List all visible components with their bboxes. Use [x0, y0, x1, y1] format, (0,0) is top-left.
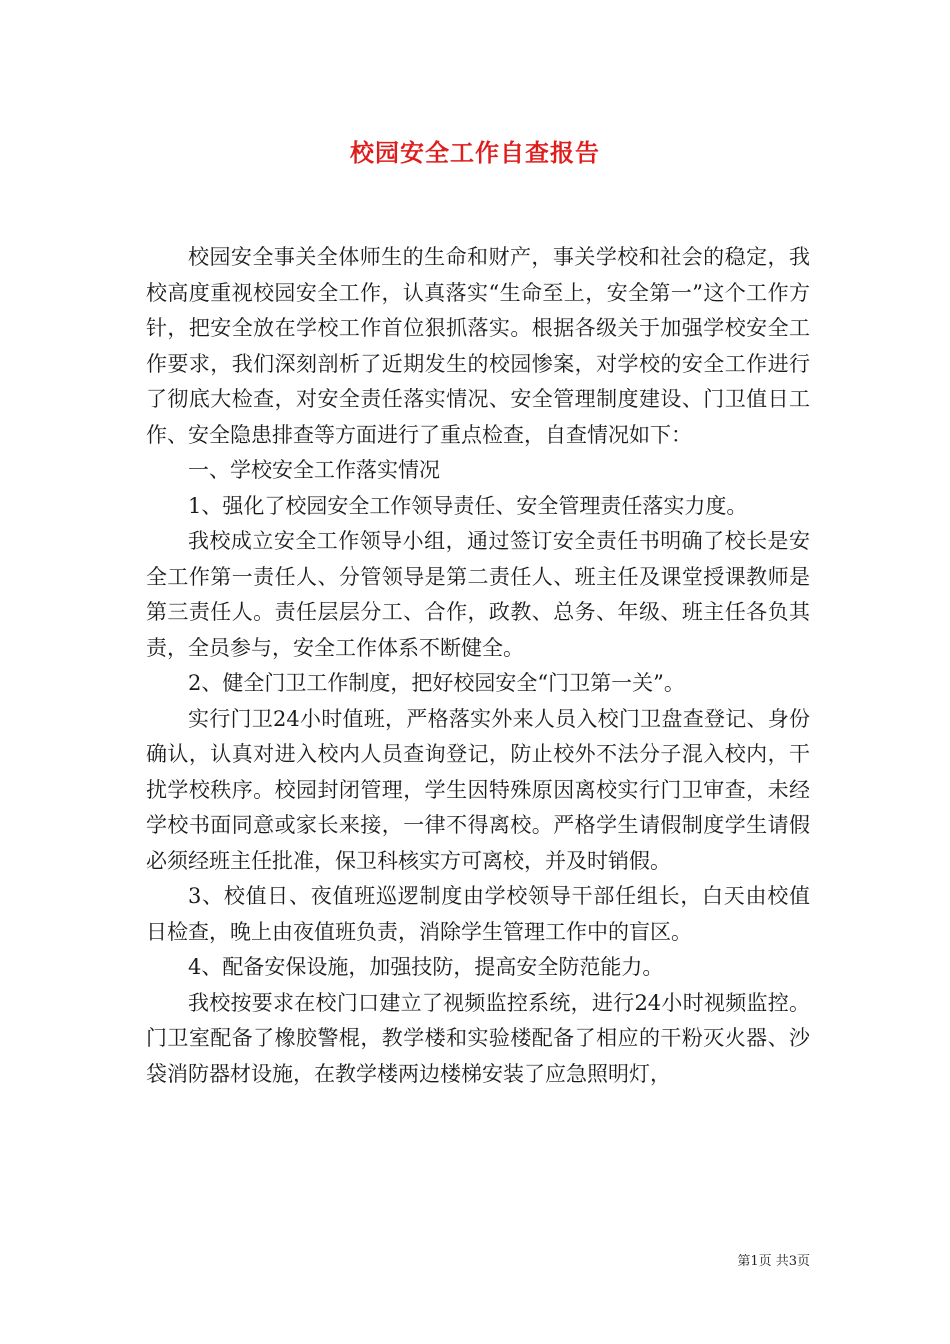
document-title: 校园安全工作自查报告 [350, 138, 600, 167]
item-heading-2: 2、健全门卫工作制度，把好校园安全“门卫第一关”。 [188, 671, 685, 695]
item-heading-1: 1、强化了校园安全工作领导责任、安全管理责任落实力度。 [188, 493, 748, 518]
paragraph-item-2: 实行门卫24小时值班，严格落实外来人员入校门卫盘查登记、身份确认，认真对进入校内人员查询登记，防止校外不法分子混入校内，干扰学校秩序。校园封闭管理，学生因特殊原因离校实行门卫审查，未经学校书面同意或家长来接，一律不得离校。严格学生请假制度学生请假必须经班主任批准，保卫科核实方可离校，并及时销假。 [146, 706, 810, 873]
item-heading-4: 4、配备安保设施，加强技防，提高安全防范能力。 [188, 955, 664, 979]
document-body [146, 240, 810, 1092]
page-number: 第1页 共3页 [737, 1254, 810, 1269]
paragraph-item-1: 我校成立安全工作领导小组，通过签订安全责任书明确了校长是安全工作第一责任人、分管领导是第二责任人、班主任及课堂授课教师是第三责任人。责任层层分工、合作，政教、总务、年级、班主任各负其责，全员参与，安全工作体系不断健全。 [146, 529, 810, 660]
section-heading-1: 一、学校安全工作落实情况 [188, 458, 440, 482]
paragraph-item-4: 我校按要求在校门口建立了视频监控系统，进行24小时视频监控。门卫室配备了橡胶警棍，教学楼和实验楼配备了相应的干粉灭火器、沙袋消防器材设施，在教学楼两边楼梯安装了应急照明灯， [146, 990, 810, 1086]
paragraph-item-3: 3、校值日、夜值班巡逻制度由学校领导干部任组长，白天由校值日检查，晚上由夜值班负责，消除学生管理工作中的盲区。 [146, 884, 810, 944]
paragraph-intro: 校园安全事关全体师生的生命和财产，事关学校和社会的稳定，我校高度重视校园安全工作，认真落实“生命至上，安全第一”这个工作方针，把安全放在学校工作首位狠抓落实。根据各级关于加强学校安全工作要求，我们深刻剖析了近期发生的校园惨案，对学校的安全工作进行了彻底大检查，对安全责任落实情况、安全管理制度建设、门卫值日工作、安全隐患排查等方面进行了重点检查，自查情况如下： [146, 245, 810, 447]
